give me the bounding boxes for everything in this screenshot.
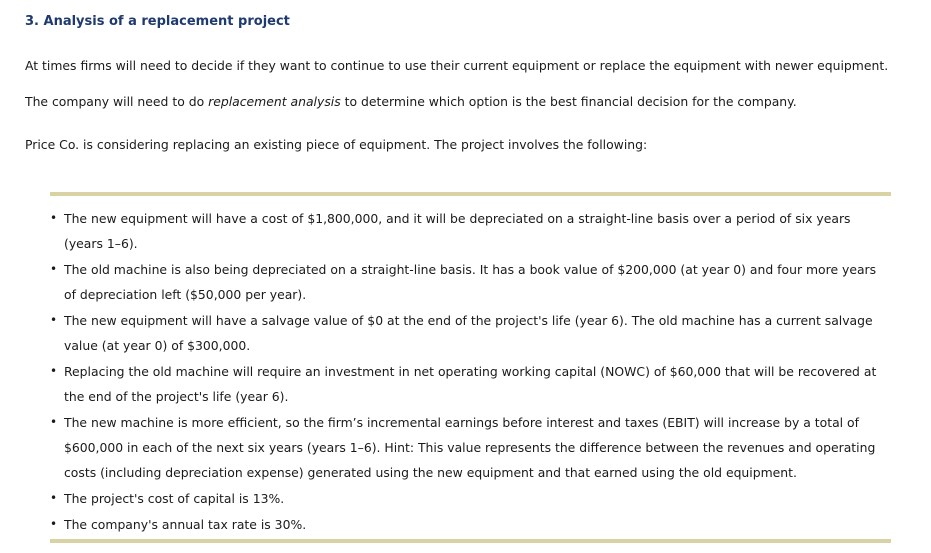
- bullet-icon: •: [50, 517, 58, 531]
- bullet-icon: •: [50, 491, 58, 505]
- list-item-text: Replacing the old machine will require an investment in net operating working capital (NOWC) of $60,000 that will be recovered at the end of the project's life (year 6).: [64, 364, 877, 404]
- list-item-text: The company's annual tax rate is 30%.: [64, 517, 307, 532]
- bullet-icon: •: [50, 415, 58, 429]
- list-item: [50, 206, 891, 256]
- bullet-icon: •: [50, 364, 58, 378]
- list-item-text: The new equipment will have a salvage value of $0 at the end of the project's life (year 6). The old machine has a current salvage value (at year 0) of $300,000.: [64, 313, 873, 353]
- divider-bottom: [50, 539, 891, 543]
- list-item-text: The new machine is more efficient, so the firm’s incremental earnings before interest and taxes (EBIT) will increase by a total of $600,000 in each of the next six years (years 1–6). Hint: This value represents the difference between the revenues and operating costs (including depreciation expense) generated using the new equipment and that earned using the old equipment.: [64, 415, 876, 480]
- list-item-text: The old machine is also being depreciated on a straight-line basis. It has a book value of $200,000 (at year 0) and four more years of depreciation left ($50,000 per year).: [64, 262, 877, 302]
- bullet-icon: •: [50, 313, 58, 327]
- intro-paragraph-2-end: to determine which option is the best financial decision for the company.: [340, 94, 797, 109]
- list-item: [50, 486, 891, 511]
- bullet-icon: •: [50, 262, 58, 276]
- section-heading: 3. Analysis of a replacement project: [25, 14, 290, 29]
- intro-paragraph-1: At times firms will need to decide if they want to continue to use their current equipment or replace the equipment with newer equipment.: [25, 58, 889, 73]
- list-item: [50, 359, 891, 409]
- bullet-icon: •: [50, 211, 58, 225]
- intro-paragraph-3: Price Co. is considering replacing an existing piece of equipment. The project involves the following:: [25, 137, 648, 152]
- divider-top: [50, 192, 891, 196]
- list-item-text: The project's cost of capital is 13%.: [64, 491, 285, 506]
- list-item: [50, 257, 891, 307]
- list-item: [50, 308, 891, 358]
- intro-paragraph-2: [25, 94, 797, 109]
- intro-paragraph-2-start: The company will need to do: [25, 94, 209, 109]
- list-item-text: The new equipment will have a cost of $1,800,000, and it will be depreciated on a straight-line basis over a period of six years (years 1–6).: [64, 211, 851, 251]
- list-item: [50, 410, 891, 485]
- list-item: [50, 512, 891, 537]
- replacement-analysis-term: replacement analysis: [208, 94, 341, 109]
- project-details-list: [50, 206, 891, 538]
